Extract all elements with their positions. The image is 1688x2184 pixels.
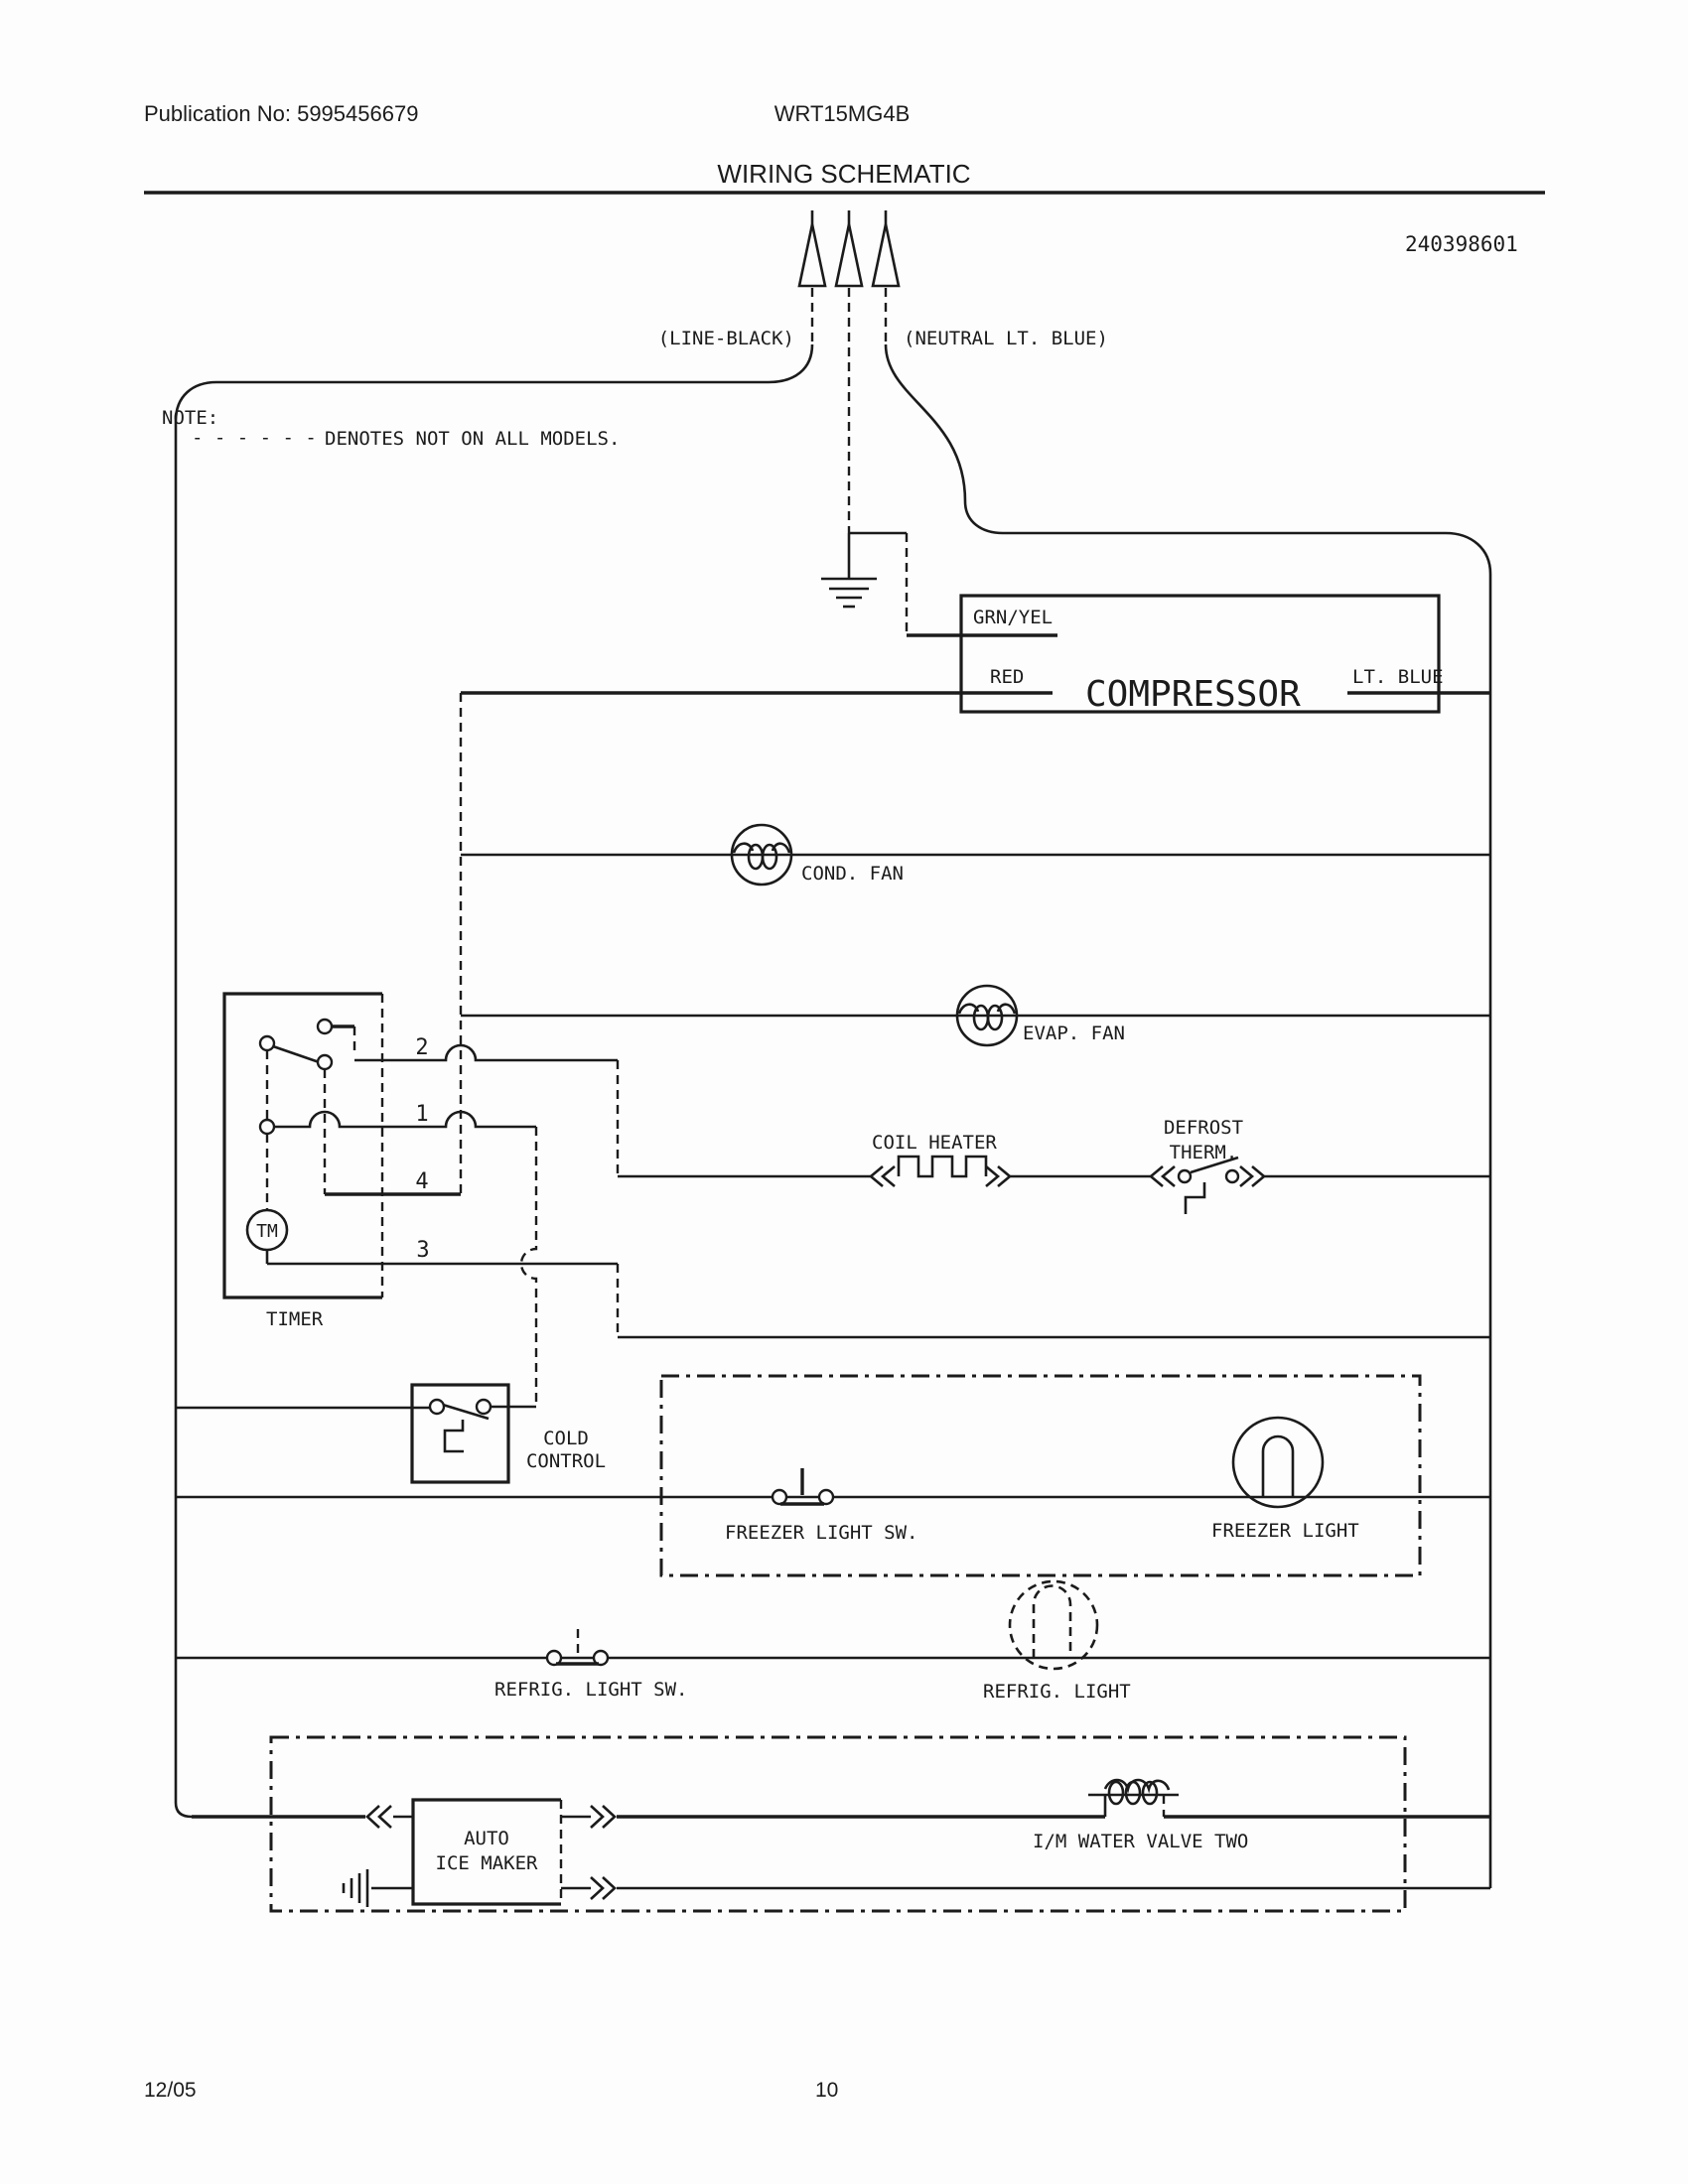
ice-maker-option-box (271, 1737, 1405, 1911)
freezer-light-switch-icon (773, 1468, 833, 1504)
timer-common-contact (260, 1120, 274, 1134)
footer-date: 12/05 (144, 2079, 197, 2102)
cold-control-label-line2: CONTROL (525, 1450, 607, 1472)
defrost-timer (224, 994, 1490, 1407)
power-plug (658, 210, 1108, 533)
plug-prong-neutral-icon (873, 210, 899, 344)
cold-control-bellows-icon (445, 1420, 464, 1451)
timer-label: TIMER (266, 1308, 324, 1330)
page-header (144, 101, 1545, 256)
timer-motor-label: TM (256, 1221, 278, 1242)
line-black-label: (LINE-BLACK) (657, 328, 794, 349)
connector-left-icon (367, 1806, 391, 1828)
freezer-light-lamp-icon (1233, 1418, 1323, 1507)
defrost-thermostat (1151, 1117, 1264, 1214)
connector-right-icon (591, 1806, 615, 1828)
note-legend-text: DENOTES NOT ON ALL MODELS. (325, 428, 621, 450)
note-label: NOTE: (162, 407, 219, 429)
compressor-label: COMPRESSOR (1085, 674, 1301, 715)
plug-prong-line-icon (799, 210, 825, 344)
chassis-ground-icon (344, 1869, 367, 1907)
connector-right-icon (591, 1877, 615, 1899)
timer-box (224, 994, 382, 1297)
connector-left-icon (1151, 1166, 1175, 1186)
connector-right-icon (1240, 1166, 1264, 1186)
lt-blue-label: LT. BLUE (1352, 666, 1444, 688)
refrig-light-sw-label: REFRIG. LIGHT SW. (494, 1679, 688, 1701)
note-legend (162, 407, 620, 450)
refrig-light-switch-icon (547, 1629, 608, 1665)
cold-control-box (412, 1385, 508, 1482)
earth-ground-icon (821, 579, 877, 607)
condenser-fan (461, 825, 1490, 885)
timer-moving-contact (318, 1055, 332, 1069)
connector-left-icon (871, 1166, 895, 1186)
compressor (461, 596, 1490, 715)
diagram-number: 240398601 (1405, 232, 1518, 256)
refrig-light-lamp-icon (1010, 1581, 1097, 1669)
publication-number: Publication No: 5995456679 (144, 101, 419, 126)
timer-motor-icon (247, 1210, 287, 1250)
water-valve-solenoid-icon (1088, 1780, 1179, 1817)
defrost-label-line1: DEFROST (1163, 1117, 1244, 1139)
freezer-light-label: FREEZER LIGHT (1211, 1520, 1359, 1542)
terminal-2-label: 2 (415, 1035, 429, 1060)
cold-control-label-line1: COLD (543, 1428, 589, 1449)
cond-fan-label: COND. FAN (801, 863, 904, 885)
terminal-1-label: 1 (415, 1102, 429, 1127)
refrig-light-label: REFRIG. LIGHT (983, 1681, 1131, 1703)
refrig-light-circuit (176, 1581, 1490, 1703)
thermostat-actuator-icon (1186, 1182, 1204, 1214)
freezer-option-box (661, 1376, 1420, 1575)
note-legend-dashes: - - - - - - (192, 427, 317, 449)
footer-page-number: 10 (815, 2079, 839, 2102)
terminal-1-drop-wire (521, 1127, 536, 1407)
connector-right-icon (986, 1166, 1010, 1186)
terminal-1-wire (274, 1112, 536, 1127)
red-label: RED (990, 666, 1025, 688)
cold-control (176, 1385, 606, 1482)
defrost-heater-circuit (618, 1117, 1490, 1214)
heater-element-icon (899, 1157, 986, 1176)
timer-pivot-contact (260, 1036, 274, 1050)
terminal-3-label: 3 (416, 1238, 430, 1263)
left-rail (176, 344, 812, 1817)
neutral-label: (NEUTRAL LT. BLUE) (904, 328, 1108, 349)
ice-maker-label-line2: ICE MAKER (435, 1852, 538, 1874)
ice-maker-circuit (192, 1737, 1490, 1911)
page-title: WIRING SCHEMATIC (717, 159, 971, 189)
terminal-2-wire (354, 1045, 618, 1060)
timer-contact (318, 1020, 332, 1033)
water-valve-label: I/M WATER VALVE TWO (1033, 1831, 1249, 1852)
model-number: WRT15MG4B (774, 101, 911, 126)
freezer-light-sw-label: FREEZER LIGHT SW. (725, 1522, 918, 1544)
evap-fan-label: EVAP. FAN (1023, 1023, 1125, 1044)
terminal-4-label: 4 (415, 1169, 429, 1194)
plug-prong-ground-icon (836, 210, 862, 533)
ice-maker-label-line1: AUTO (464, 1828, 509, 1849)
coil-heater-label: COIL HEATER (872, 1132, 997, 1154)
defrost-label-line2: THERM. (1169, 1142, 1238, 1163)
grn-yel-label: GRN/YEL (973, 607, 1054, 628)
evaporator-fan (461, 986, 1490, 1045)
page-footer (144, 2079, 838, 2102)
freezer-light-circuit (176, 1376, 1490, 1575)
